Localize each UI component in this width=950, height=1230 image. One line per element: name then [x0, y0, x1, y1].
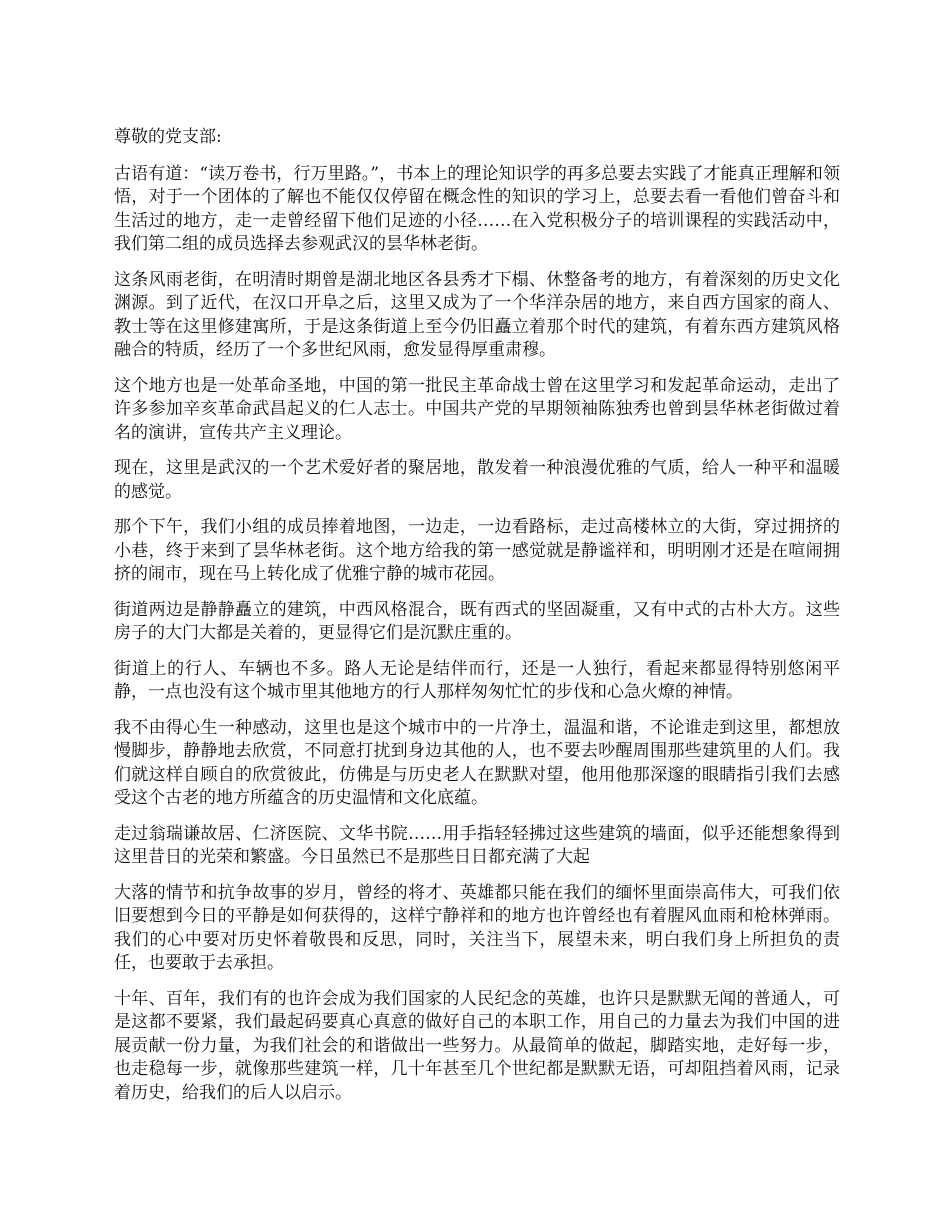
paragraph: 十年、百年，我们有的也许会成为我们国家的人民纪念的英雄，也许只是默默无闻的普通人，可是这都不要紧，我们最起码要真心真意的做好自己的本职工作，用自己的力量去为我们中国的进展贡献一份力量，为我们社会的和谐做出一些努力。从最简单的做起，脚踏实地，走好每一步，也走稳每一步，就像那些建筑一样，几十年甚至几个世纪都是默默无语，可却阻挡着风雨，记录着历史，给我们的后人以启示。	[114, 988, 840, 1103]
paragraph: 大落的情节和抗争故事的岁月，曾经的将才、英雄都只能在我们的缅怀里面崇高伟大，可我们依旧要想到今日的平静是如何获得的，这样宁静祥和的地方也许曾经也有着腥风血雨和枪林弹雨。我们的心中要对历史怀着敬畏和反思，同时，关注当下，展望未来，明白我们身上所担负的责任，也要敢于去承担。	[114, 882, 840, 973]
paragraph: 街道两边是静静矗立的建筑，中西风格混合，既有西式的坚固凝重，又有中式的古朴大方。这些房子的大门大都是关着的，更显得它们是沉默庄重的。	[114, 599, 840, 643]
paragraph: 古语有道：“读万卷书，行万里路。”，书本上的理论知识学的再多总要去实践了才能真正理解和领悟，对于一个团体的了解也不能仅仅停留在概念性的知识的学习上，总要去看一看他们曾奋斗和生活过的地方，走一走曾经留下他们足迹的小径……在入党积极分子的培训课程的实践活动中，我们第二组的成员选择去参观武汉的昙华林老街。	[114, 163, 840, 254]
document-page	[114, 126, 840, 1117]
paragraph: 那个下午，我们小组的成员捧着地图，一边走，一边看路标，走过高楼林立的大街，穿过拥挤的小巷，终于来到了昙华林老街。这个地方给我的第一感觉就是静谧祥和，明明刚才还是在喧闹拥挤的闹市，现在马上转化成了优雅宁静的城市花园。	[114, 517, 840, 584]
salutation: 尊敬的党支部:	[114, 127, 222, 147]
paragraph: 我不由得心生一种感动，这里也是这个城市中的一片净土，温温和谐，不论谁走到这里，都想放慢脚步，静静地去欣赏，不同意打扰到身边其他的人，也不要去吵醒周围那些建筑里的人们。我们就这样自顾自的欣赏彼此，仿佛是与历史老人在默默对望，他用他那深邃的眼睛指引我们去感受这个古老的地方所蕴含的历史温情和文化底蕴。	[114, 717, 840, 808]
paragraph: 街道上的行人、车辆也不多。路人无论是结伴而行，还是一人独行，看起来都显得特别悠闲平静，一点也没有这个城市里其他地方的行人那样匆匆忙忙的步伐和心急火燎的神情。	[114, 658, 840, 702]
paragraph: 现在，这里是武汉的一个艺术爱好者的聚居地，散发着一种浪漫优雅的气质，给人一种平和温暖的感觉。	[114, 458, 840, 502]
paragraph: 这条风雨老街，在明清时期曾是湖北地区各县秀才下榻、休整备考的地方，有着深刻的历史文化渊源。到了近代，在汉口开阜之后，这里又成为了一个华洋杂居的地方，来自西方国家的商人、教士等在这里修建寓所，于是这条街道上至今仍旧矗立着那个时代的建筑，有着东西方建筑风格融合的特质，经历了一个多世纪风雨，愈发显得厚重肃穆。	[114, 269, 840, 360]
paragraph: 这个地方也是一处革命圣地，中国的第一批民主革命战士曾在这里学习和发起革命运动，走出了许多参加辛亥革命武昌起义的仁人志士。中国共产党的早期领袖陈独秀也曾到昙华林老街做过着名的演讲，宣传共产主义理论。	[114, 375, 840, 443]
paragraph: 走过翁瑞谦故居、仁济医院、文华书院……用手指轻轻拂过这些建筑的墙面，似乎还能想象得到这里昔日的光荣和繁盛。今日虽然已不是那些日日都充满了大起	[114, 823, 840, 867]
